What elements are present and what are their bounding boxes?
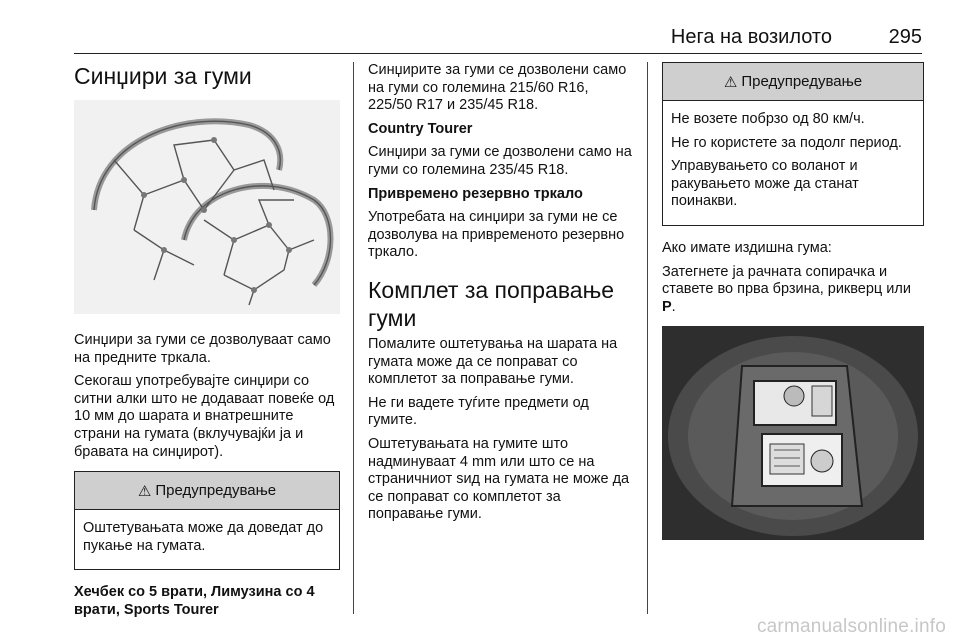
paragraph: Не ги вадете туѓите предмети од гумите.	[368, 394, 589, 429]
warning-text: Оштетувањата може да доведат до пукање на гумата.	[83, 520, 324, 554]
header-title: Нега на возилото	[670, 26, 832, 48]
paragraph: Синџири за гуми се дозволени само на гуми со големина 235/45 R18.	[368, 144, 632, 178]
paragraph: Оштетувањата на гумите што надминуваат 4 mm или што се на страничниот sид на гумата не може да се поправат со комплетот за поправање гуми.	[368, 435, 630, 523]
warning-body	[663, 101, 923, 225]
tire-chains-drawing	[74, 100, 340, 314]
paragraph: Синџири за гуми се дозволуваат само на предните тркала.	[74, 332, 331, 366]
paragraph: Употребата на синџири за гуми не се дозволува на привременото резервно тркало.	[368, 209, 625, 261]
paragraph-text: Затегнете ја рачната сопирачка и ставете во прва брзина, рикверц или	[662, 263, 911, 298]
warning-box	[74, 471, 340, 570]
warning-icon: ⚠	[137, 482, 152, 500]
repair-kit-photo	[662, 326, 924, 540]
warning-text: Не возете побрзо од 80 км/ч.	[671, 111, 865, 127]
section-heading-repair-kit: Комплет за поправање гуми	[368, 276, 615, 331]
paragraph: Помалите оштетувања на шарата на гумата може да се поправат со комплетот за поправање гуми.	[368, 335, 618, 388]
page-number: 295	[888, 26, 922, 48]
column-divider-1	[353, 62, 354, 614]
subheading: Хечбек со 5 врати, Лимузина со 4 врати, Sports Tourer	[74, 584, 315, 618]
gear-p-label: P	[662, 298, 672, 315]
paragraph-end: .	[671, 298, 676, 315]
warning-header	[663, 63, 923, 101]
section-heading-tire-chains: Синџири за гуми	[74, 63, 252, 89]
warning-text: Не го користете за подолг период.	[671, 134, 902, 151]
column-1	[74, 62, 340, 626]
paragraph: Синџирите за гуми се дозволени само на гуми со големина 215/60 R16, 225/50 R17 и 235/45 R18.	[368, 62, 627, 114]
warning-title: Предупредување	[741, 73, 863, 90]
column-3	[662, 62, 924, 540]
warning-icon: ⚠	[723, 73, 738, 91]
warning-box	[662, 62, 924, 226]
column-divider-2	[647, 62, 648, 614]
paragraph: Ако имате издишна гума:	[662, 239, 832, 256]
paragraph	[662, 264, 924, 317]
warning-body	[75, 510, 339, 569]
paragraph: Секогаш употребувајте синџири со ситни алки што не додаваат повеќе од 10 мм до шарата и внатрешните страни на гумата (вклучувајќи ја и бравата на синџирот).	[74, 373, 335, 460]
page-header	[74, 26, 922, 54]
watermark: carmanualsonline.info	[756, 616, 946, 637]
warning-text: Управувањето со воланот и ракувањето може да станат поинакви.	[671, 158, 859, 210]
warning-header	[75, 472, 339, 510]
subheading-temporary-spare: Привремено резервно тркало	[368, 185, 583, 202]
repair-kit-drawing	[662, 326, 924, 540]
subheading-country-tourer: Country Tourer	[368, 120, 473, 137]
warning-title: Предупредување	[155, 482, 277, 500]
tire-chains-illustration	[74, 100, 340, 314]
column-2	[368, 62, 634, 530]
